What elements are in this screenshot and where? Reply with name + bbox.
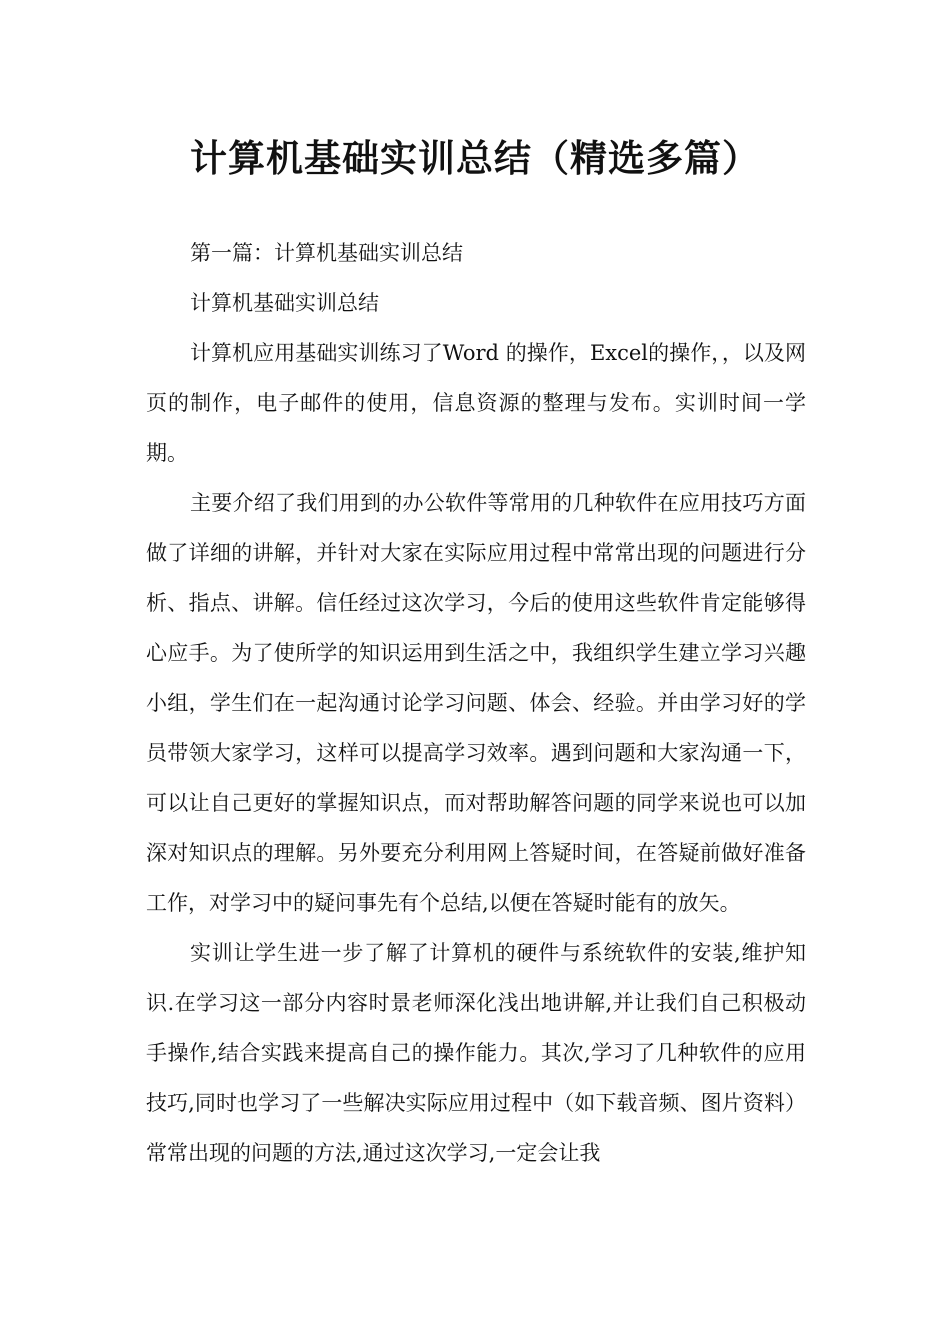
document-body <box>146 228 806 1178</box>
subheading: 计算机基础实训总结 <box>190 291 379 315</box>
paragraph: 实训让学生进一步了解了计算机的硬件与系统软件的安装,维护知识.在学习这一部分内容时景老师深化浅出地讲解,并让我们自己积极动手操作,结合实践来提高自己的操作能力。其次,学习了几种软件的应用技巧,同时也学习了一些解决实际应用过程中（如下载音频、图片资料）常常出现的问题的方法,通过这次学习,一定会让我 <box>146 941 806 1165</box>
section-heading: 第一篇：计算机基础实训总结 <box>190 241 463 265</box>
document-title: 计算机基础实训总结（精选多篇） <box>190 137 760 180</box>
paragraph: 主要介绍了我们用到的办公软件等常用的几种软件在应用技巧方面做了详细的讲解，并针对大家在实际应用过程中常常出现的问题进行分析、指点、讲解。信任经过这次学习，今后的使用这些软件肯定能够得心应手。为了使所学的知识运用到生活之中，我组织学生建立学习兴趣小组，学生们在一起沟通讨论学习问题、体会、经验。并由学习好的学员带领大家学习，这样可以提高学习效率。遇到问题和大家沟通一下，可以让自己更好的掌握知识点，而对帮助解答问题的同学来说也可以加深对知识点的理解。另外要充分利用网上答疑时间，在答疑前做好准备工作，对学习中的疑问事先有个总结,以便在答疑时能有的放矢。 <box>146 491 806 915</box>
paragraph: 计算机应用基础实训练习了Word 的操作，Excel的操作，，以及网页的制作，电子邮件的使用，信息资源的整理与发布。实训时间一学期。 <box>146 341 806 465</box>
